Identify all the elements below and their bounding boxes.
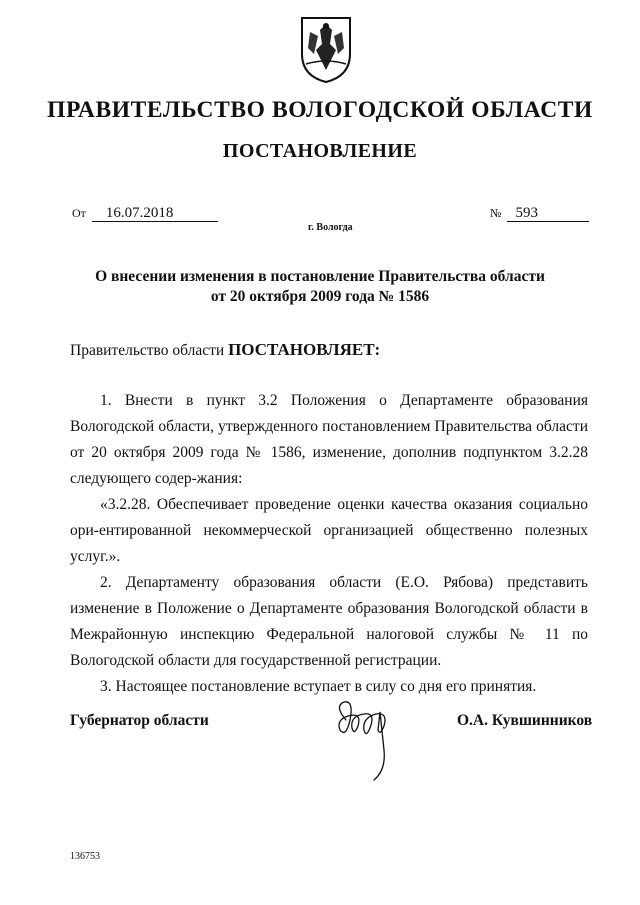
document-code: 136753 (70, 851, 100, 862)
signatory-name: О.А. Кувшинников (457, 712, 593, 729)
document-subject (60, 267, 580, 307)
coat-of-arms-emblem (296, 14, 356, 84)
paragraph-3: 2. Департаменту образования области (Е.О. Рябова) представить изменение в Положение о Департаменте образования Вологодской области в Межрайонную инспекцию Федеральной налоговой службы № 11 по Вологодской области для государственной регистрации. (70, 574, 588, 669)
preamble (70, 340, 380, 360)
number-value: 593 (507, 205, 589, 222)
date-label: От (72, 206, 86, 220)
paragraph-2: «3.2.28. Обеспечивает проведение оценки качества оказания социально ори-ентированной некоммерческой организацией общественно полезных услуг.». (70, 496, 588, 565)
subject-line-1: О внесении изменения в постановление Правительства области (95, 268, 545, 285)
date-value: 16.07.2018 (92, 205, 218, 222)
paragraph-4: 3. Настоящее постановление вступает в силу со дня его принятия. (100, 678, 537, 695)
number-label: № (490, 206, 502, 220)
paragraph-1: 1. Внести в пункт 3.2 Положения о Департаменте образования Вологодской области, утвержденного постановлением Правительства области от 20 октября 2009 года № 1586, изменение, дополнив подпунктом 3.2.28 следующего содер-жания: (70, 392, 588, 487)
date-field (72, 205, 218, 222)
document-type: ПОСТАНОВЛЕНИЕ (222, 140, 418, 162)
government-title: ПРАВИТЕЛЬСТВО ВОЛОГОДСКОЙ ОБЛАСТИ (47, 97, 593, 123)
subject-line-2: от 20 октября 2009 года № 1586 (210, 288, 430, 305)
preamble-emphasis: ПОСТАНОВЛЯЕТ: (228, 340, 381, 359)
document-body (70, 388, 588, 700)
number-field (490, 205, 589, 222)
signatory-position: Губернатор области (70, 712, 209, 729)
handwritten-signature (328, 690, 398, 785)
preamble-text: Правительство области (70, 342, 229, 359)
city-label: г. Вологда (308, 222, 353, 233)
